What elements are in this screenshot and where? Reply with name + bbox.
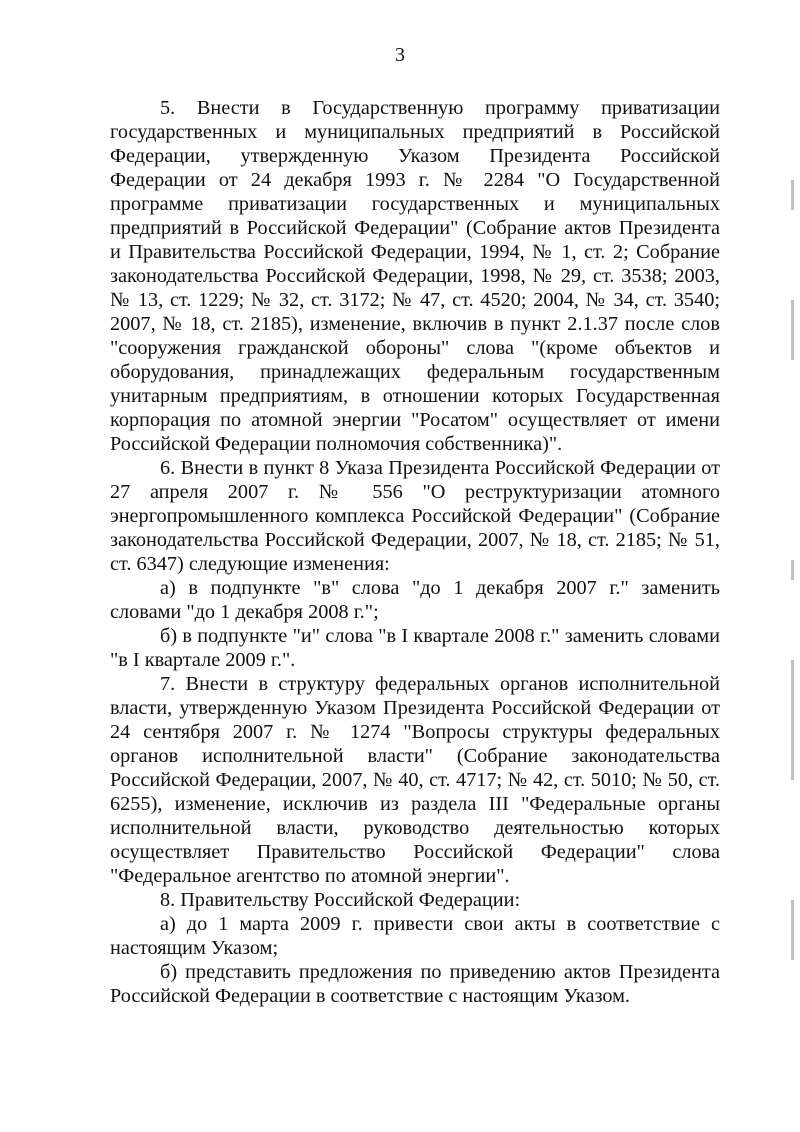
scan-edge-mark [791, 900, 794, 960]
page-number: 3 [395, 44, 405, 66]
paragraph-6: 6. Внести в пункт 8 Указа Президента Российской Федерации от 27 апреля 2007 г. № 556 "О реструктуризации атомного энергопромышленного комплекса Российской Федерации" (Собрание законодательства Российской Федерации, 2007, № 18, ст. 2185; № 51, ст. 6347) следующие изменения: [110, 457, 720, 575]
paragraph-5: 5. Внести в Государственную программу приватизации государственных и муниципальных предприятий в Российской Федерации, утвержденную Указом Президента Российской Федерации от 24 декабря 1993 г. № 2284 "О Государственной программе приватизации государственных и муниципальных предприятий в Российской Федерации" (Собрание актов Президента и Правительства Российской Федерации, 1994, № 1, ст. 2; Собрание законодательства Российской Федерации, 1998, № 29, ст. 3538; 2003, № 13, ст. 1229; № 32, ст. 3172; № 47, ст. 4520; 2004, № 34, ст. 3540; 2007, № 18, ст. 2185), изменение, включив в пункт 2.1.37 после слов "сооружения гражданской обороны" слова "(кроме объектов и оборудования, принадлежащих федеральным государственным унитарным предприятиям, в отношении которых Государственная корпорация по атомной энергии "Росатом" осуществляет от имени Российской Федерации полномочия собственника)". [110, 97, 720, 455]
scan-edge-mark [791, 180, 794, 210]
paragraph-8b: б) представить предложения по приведению актов Президента Российской Федерации в соответствие с настоящим Указом. [110, 961, 720, 1007]
paragraph-6a: а) в подпункте "в" слова "до 1 декабря 2007 г." заменить словами "до 1 декабря 2008 г."; [110, 577, 720, 623]
scan-edge-mark [791, 560, 794, 580]
paragraph-8a: а) до 1 марта 2009 г. привести свои акты в соответствие с настоящим Указом; [110, 913, 720, 959]
paragraph-8: 8. Правительству Российской Федерации: [160, 889, 521, 911]
paragraph-6b: б) в подпункте "и" слова "в I квартале 2008 г." заменить словами "в I квартале 2009 г.". [110, 625, 720, 671]
scan-edge-mark [791, 300, 794, 360]
paragraph-7: 7. Внести в структуру федеральных органов исполнительной власти, утвержденную Указом Президента Российской Федерации от 24 сентября 2007 г. № 1274 "Вопросы структуры федеральных органов исполнительной власти" (Собрание законодательства Российской Федерации, 2007, № 40, ст. 4717; № 42, ст. 5010; № 50, ст. 6255), изменение, исключив из раздела III "Федеральные органы исполнительной власти, руководство деятельностью которых осуществляет Правительство Российской Федерации" слова "Федеральное агентство по атомной энергии". [110, 673, 720, 887]
document-body [110, 96, 720, 1008]
scan-edge-mark [791, 660, 794, 780]
